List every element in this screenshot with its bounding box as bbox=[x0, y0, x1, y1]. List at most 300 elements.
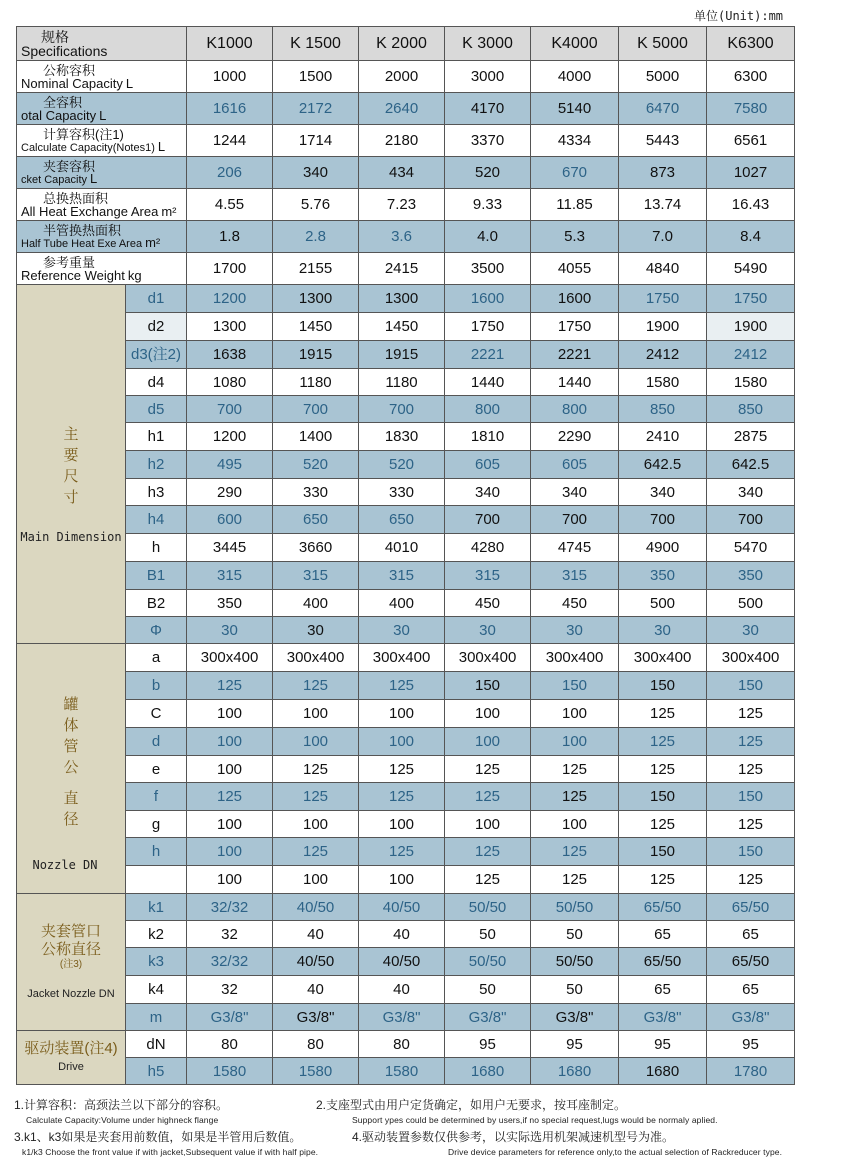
dimension-value: 100 bbox=[359, 700, 445, 728]
spec-label-cn: 夹套容积 bbox=[43, 158, 96, 174]
dimension-value: 340 bbox=[707, 479, 795, 506]
dimension-row bbox=[17, 644, 795, 672]
group-label-cn: 公称直径 bbox=[40, 940, 101, 958]
dimension-row bbox=[17, 756, 795, 783]
dimension-value: 700 bbox=[619, 506, 707, 534]
spec-value: 5140 bbox=[531, 93, 619, 125]
dimension-value: 520 bbox=[359, 451, 445, 479]
dimension-value: 100 bbox=[187, 866, 273, 894]
dimension-value: 300x400 bbox=[707, 644, 795, 672]
dimension-value: 340 bbox=[445, 479, 531, 506]
dimension-value: 1780 bbox=[707, 1058, 795, 1085]
group-label bbox=[17, 285, 126, 644]
dimension-row bbox=[17, 590, 795, 617]
dimension-value: 350 bbox=[619, 562, 707, 590]
dimension-value: 2221 bbox=[531, 341, 619, 369]
dimension-value: 1580 bbox=[707, 369, 795, 396]
dimension-row bbox=[17, 728, 795, 756]
spec-value: 4840 bbox=[619, 253, 707, 285]
dimension-value: 340 bbox=[619, 479, 707, 506]
dimension-value: 125 bbox=[619, 756, 707, 783]
dimension-value: 1600 bbox=[531, 285, 619, 313]
spec-value: 873 bbox=[619, 157, 707, 189]
dimension-value: 4745 bbox=[531, 534, 619, 562]
dimension-value: 100 bbox=[273, 811, 359, 838]
dimension-value: 95 bbox=[445, 1031, 531, 1058]
dimension-value: 4280 bbox=[445, 534, 531, 562]
spec-value: 8.4 bbox=[707, 221, 795, 253]
group-label bbox=[17, 894, 126, 1031]
dimension-value: 1680 bbox=[531, 1058, 619, 1085]
spec-label bbox=[17, 61, 187, 93]
dimension-value: 95 bbox=[531, 1031, 619, 1058]
dimension-value: 125 bbox=[273, 756, 359, 783]
spec-label-cn: 计算容积(注1) bbox=[43, 126, 124, 142]
spec-value: 5443 bbox=[619, 125, 707, 157]
dimension-value: 150 bbox=[619, 672, 707, 700]
dimension-value: 700 bbox=[707, 506, 795, 534]
spec-row bbox=[17, 125, 795, 157]
spec-value: 2640 bbox=[359, 93, 445, 125]
dimension-value: 1750 bbox=[445, 313, 531, 341]
dimension-row bbox=[17, 783, 795, 811]
spec-label-cn: 总换热面积 bbox=[43, 190, 109, 206]
dimension-value: 495 bbox=[187, 451, 273, 479]
dimension-value: 1680 bbox=[445, 1058, 531, 1085]
group-label-en: Nozzle DN bbox=[32, 858, 98, 872]
spec-value: 4170 bbox=[445, 93, 531, 125]
dimension-value: 600 bbox=[187, 506, 273, 534]
spec-label-en-text: All Heat Exchange Area bbox=[21, 203, 159, 219]
spec-table bbox=[16, 26, 795, 1085]
dimension-row bbox=[17, 838, 795, 866]
dimension-value: G3/8" bbox=[187, 1004, 273, 1031]
dimension-value: 125 bbox=[445, 838, 531, 866]
spec-value: 1500 bbox=[273, 61, 359, 93]
dimension-value: 40 bbox=[359, 921, 445, 948]
dimension-value: 300x400 bbox=[273, 644, 359, 672]
dimension-value: 125 bbox=[187, 672, 273, 700]
dimension-value: 150 bbox=[619, 783, 707, 811]
dimension-value: 150 bbox=[707, 672, 795, 700]
spec-value: 11.85 bbox=[531, 189, 619, 221]
dimension-value: 125 bbox=[619, 728, 707, 756]
dimension-value: G3/8" bbox=[707, 1004, 795, 1031]
spec-unit: L bbox=[90, 170, 98, 186]
dimension-value: 125 bbox=[359, 672, 445, 700]
model-header: K4000 bbox=[531, 27, 619, 61]
dimension-value: 125 bbox=[531, 756, 619, 783]
dimension-row bbox=[17, 1031, 795, 1058]
row-label: d3(注2) bbox=[126, 341, 187, 369]
spec-value: 5.76 bbox=[273, 189, 359, 221]
dimension-value: 642.5 bbox=[707, 451, 795, 479]
dimension-row bbox=[17, 451, 795, 479]
group-label-cn: 尺 bbox=[63, 467, 79, 485]
spec-value: 2180 bbox=[359, 125, 445, 157]
spec-value: 13.74 bbox=[619, 189, 707, 221]
row-label: h1 bbox=[126, 423, 187, 451]
dimension-value: 50 bbox=[445, 976, 531, 1004]
dimension-value: 1200 bbox=[187, 423, 273, 451]
row-label: C bbox=[126, 700, 187, 728]
dimension-value: 32/32 bbox=[187, 894, 273, 921]
dimension-value: 1200 bbox=[187, 285, 273, 313]
spec-row bbox=[17, 221, 795, 253]
spec-label-cn: 参考重量 bbox=[43, 254, 96, 270]
dimension-row bbox=[17, 562, 795, 590]
dimension-row bbox=[17, 479, 795, 506]
dimension-value: 50/50 bbox=[531, 948, 619, 976]
dimension-value: 65 bbox=[707, 921, 795, 948]
dimension-value: 330 bbox=[273, 479, 359, 506]
group-label-cn: 公 bbox=[63, 759, 79, 776]
spec-value: 2155 bbox=[273, 253, 359, 285]
dimension-row bbox=[17, 396, 795, 423]
model-header: K 5000 bbox=[619, 27, 707, 61]
row-label: k4 bbox=[126, 976, 187, 1004]
dimension-value: 125 bbox=[619, 811, 707, 838]
dimension-value: 850 bbox=[619, 396, 707, 423]
dimension-value: 125 bbox=[273, 672, 359, 700]
row-label: e bbox=[126, 756, 187, 783]
dimension-value: 1300 bbox=[273, 285, 359, 313]
dimension-value: 300x400 bbox=[359, 644, 445, 672]
dimension-value: 125 bbox=[619, 866, 707, 894]
dimension-value: 32 bbox=[187, 976, 273, 1004]
spec-label-en-text: Half Tube Heat Exe Area bbox=[21, 237, 143, 250]
dimension-value: 100 bbox=[359, 866, 445, 894]
dimension-value: 1450 bbox=[273, 313, 359, 341]
dimension-value: 40 bbox=[273, 976, 359, 1004]
dimension-value: 40 bbox=[273, 921, 359, 948]
row-label: m bbox=[126, 1004, 187, 1031]
dimension-value: 40/50 bbox=[359, 894, 445, 921]
row-label: k3 bbox=[126, 948, 187, 976]
spec-value: 7580 bbox=[707, 93, 795, 125]
group-label bbox=[17, 1031, 126, 1085]
dimension-row bbox=[17, 1058, 795, 1085]
dimension-value: 80 bbox=[359, 1031, 445, 1058]
header-spec-cell bbox=[17, 27, 187, 61]
dimension-value: 450 bbox=[531, 590, 619, 617]
dimension-value: 125 bbox=[619, 700, 707, 728]
spec-value: 1616 bbox=[187, 93, 273, 125]
spec-value: 2172 bbox=[273, 93, 359, 125]
model-header: K6300 bbox=[707, 27, 795, 61]
spec-row bbox=[17, 189, 795, 221]
spec-value: 1000 bbox=[187, 61, 273, 93]
spec-value: 4.55 bbox=[187, 189, 273, 221]
dimension-value: 95 bbox=[707, 1031, 795, 1058]
dimension-value: 2412 bbox=[619, 341, 707, 369]
spec-label bbox=[17, 93, 187, 125]
dimension-row bbox=[17, 369, 795, 396]
group-label bbox=[17, 644, 126, 894]
row-label: B1 bbox=[126, 562, 187, 590]
dimension-value: 350 bbox=[187, 590, 273, 617]
dimension-value: 65/50 bbox=[619, 948, 707, 976]
dimension-value: 40/50 bbox=[273, 948, 359, 976]
dimension-value: 1600 bbox=[445, 285, 531, 313]
dimension-value: 50/50 bbox=[531, 894, 619, 921]
dimension-value: 80 bbox=[187, 1031, 273, 1058]
dimension-value: 520 bbox=[273, 451, 359, 479]
dimension-value: 1440 bbox=[531, 369, 619, 396]
dimension-value: 125 bbox=[531, 838, 619, 866]
dimension-value: 125 bbox=[445, 756, 531, 783]
spec-value: 2000 bbox=[359, 61, 445, 93]
note-1 bbox=[14, 1096, 228, 1125]
dimension-value: 1580 bbox=[187, 1058, 273, 1085]
dimension-value: 1580 bbox=[359, 1058, 445, 1085]
spec-label-en-text: otal Capacity bbox=[21, 107, 97, 123]
dimension-value: 100 bbox=[187, 838, 273, 866]
dimension-value: G3/8" bbox=[445, 1004, 531, 1031]
dimension-value: 1915 bbox=[359, 341, 445, 369]
spec-label-en bbox=[21, 109, 186, 122]
dimension-value: 100 bbox=[445, 811, 531, 838]
dimension-value: 100 bbox=[273, 866, 359, 894]
spec-unit: m² bbox=[145, 234, 161, 250]
group-label-note: (注3) bbox=[59, 958, 83, 970]
dimension-value: G3/8" bbox=[531, 1004, 619, 1031]
row-label: h4 bbox=[126, 506, 187, 534]
dimension-value: 100 bbox=[531, 811, 619, 838]
spec-value: 5000 bbox=[619, 61, 707, 93]
dimension-value: 700 bbox=[273, 396, 359, 423]
dimension-value: 340 bbox=[531, 479, 619, 506]
dimension-value: 2410 bbox=[619, 423, 707, 451]
spec-value: 7.0 bbox=[619, 221, 707, 253]
model-header: K1000 bbox=[187, 27, 273, 61]
dimension-row bbox=[17, 341, 795, 369]
dimension-value: 95 bbox=[619, 1031, 707, 1058]
row-label: f bbox=[126, 783, 187, 811]
spec-value: 2.8 bbox=[273, 221, 359, 253]
dimension-row bbox=[17, 423, 795, 451]
spec-value: 1.8 bbox=[187, 221, 273, 253]
note-1-en: Calculate Capacity:Volume under highneck flange bbox=[26, 1115, 219, 1125]
dimension-value: 125 bbox=[359, 783, 445, 811]
spec-label-cn: 全容积 bbox=[43, 94, 83, 110]
dimension-row bbox=[17, 894, 795, 921]
header-row bbox=[17, 27, 795, 61]
spec-value: 1700 bbox=[187, 253, 273, 285]
dimension-value: 350 bbox=[707, 562, 795, 590]
dimension-value: 1750 bbox=[707, 285, 795, 313]
note-2 bbox=[316, 1096, 718, 1125]
spec-value: 3000 bbox=[445, 61, 531, 93]
row-label: d2 bbox=[126, 313, 187, 341]
dimension-value: 30 bbox=[619, 617, 707, 644]
spec-value: 4.0 bbox=[445, 221, 531, 253]
dimension-row bbox=[17, 976, 795, 1004]
dimension-row bbox=[17, 534, 795, 562]
unit-label: 单位(Unit):mm bbox=[694, 9, 784, 23]
dimension-value: 80 bbox=[273, 1031, 359, 1058]
dimension-value: 65 bbox=[707, 976, 795, 1004]
dimension-value: 1300 bbox=[359, 285, 445, 313]
dimension-value: 100 bbox=[187, 700, 273, 728]
dimension-value: 315 bbox=[531, 562, 619, 590]
spec-label-en-text: Calculate Capacity(Notes1) bbox=[21, 141, 155, 154]
header-spec-en: Specifications bbox=[21, 42, 108, 59]
dimension-value: 125 bbox=[531, 783, 619, 811]
note-1-cn: 1.计算容积：高颈法兰以下部分的容积。 bbox=[14, 1098, 229, 1112]
dimension-value: 30 bbox=[273, 617, 359, 644]
row-label: h bbox=[126, 838, 187, 866]
dimension-value: 605 bbox=[531, 451, 619, 479]
dimension-value: 605 bbox=[445, 451, 531, 479]
dimension-value: 500 bbox=[707, 590, 795, 617]
dimension-value: 65 bbox=[619, 921, 707, 948]
dimension-value: 125 bbox=[187, 783, 273, 811]
row-label: Φ bbox=[126, 617, 187, 644]
dimension-value: 100 bbox=[531, 700, 619, 728]
dimension-value: 1750 bbox=[531, 313, 619, 341]
dimension-value: 100 bbox=[359, 811, 445, 838]
dimension-value: 40/50 bbox=[273, 894, 359, 921]
note-2-en: Support ypes could be determined by users,if no special request,lugs would be normaly aplied. bbox=[352, 1115, 718, 1125]
dimension-value: 1580 bbox=[619, 369, 707, 396]
dimension-value: 3660 bbox=[273, 534, 359, 562]
spec-value: 1714 bbox=[273, 125, 359, 157]
dimension-value: 100 bbox=[273, 700, 359, 728]
dimension-value: 1300 bbox=[187, 313, 273, 341]
row-label: dN bbox=[126, 1031, 187, 1058]
spec-value: 3500 bbox=[445, 253, 531, 285]
dimension-value: 300x400 bbox=[619, 644, 707, 672]
dimension-value: 100 bbox=[187, 756, 273, 783]
row-label: d4 bbox=[126, 369, 187, 396]
dimension-value: 2221 bbox=[445, 341, 531, 369]
dimension-value: 400 bbox=[273, 590, 359, 617]
dimension-value: G3/8" bbox=[359, 1004, 445, 1031]
dimension-value: 1180 bbox=[359, 369, 445, 396]
spec-label bbox=[17, 157, 187, 189]
dimension-value: 125 bbox=[707, 811, 795, 838]
group-label-cn bbox=[17, 778, 125, 788]
spec-value: 3370 bbox=[445, 125, 531, 157]
dimension-row bbox=[17, 506, 795, 534]
dimension-value: 2412 bbox=[707, 341, 795, 369]
spec-unit: L bbox=[99, 107, 107, 123]
dimension-row bbox=[17, 313, 795, 341]
dimension-value: 700 bbox=[187, 396, 273, 423]
dimension-value: 125 bbox=[273, 838, 359, 866]
dimension-value: 32 bbox=[187, 921, 273, 948]
dimension-value: 125 bbox=[707, 866, 795, 894]
spec-unit: L bbox=[125, 75, 134, 91]
dimension-value: 150 bbox=[707, 838, 795, 866]
dimension-value: 30 bbox=[707, 617, 795, 644]
dimension-value: 1900 bbox=[707, 313, 795, 341]
dimension-value: 1638 bbox=[187, 341, 273, 369]
dimension-value: 50/50 bbox=[445, 894, 531, 921]
dimension-row bbox=[17, 811, 795, 838]
row-label: g bbox=[126, 811, 187, 838]
dimension-row bbox=[17, 617, 795, 644]
spec-value: 3.6 bbox=[359, 221, 445, 253]
row-label: k2 bbox=[126, 921, 187, 948]
spec-value: 6561 bbox=[707, 125, 795, 157]
dimension-value: 1450 bbox=[359, 313, 445, 341]
dimension-value: 125 bbox=[445, 783, 531, 811]
dimension-row bbox=[17, 672, 795, 700]
note-2-cn: 2.支座型式由用户定货确定，如用户无要求，按耳座制定。 bbox=[316, 1098, 627, 1112]
dimension-value: 700 bbox=[531, 506, 619, 534]
note-4-en: Drive device parameters for reference only,to the actual selection of Rackreducer type. bbox=[448, 1147, 783, 1157]
dimension-value: 100 bbox=[273, 728, 359, 756]
dimension-value: 65 bbox=[619, 976, 707, 1004]
spec-label bbox=[17, 221, 187, 253]
dimension-value: 30 bbox=[445, 617, 531, 644]
dimension-value: 400 bbox=[359, 590, 445, 617]
spec-label-en bbox=[21, 269, 186, 282]
dimension-value: 100 bbox=[359, 728, 445, 756]
dimension-value: 850 bbox=[707, 396, 795, 423]
group-label-en: Jacket Nozzle DN bbox=[27, 987, 115, 1000]
dimension-value: 65/50 bbox=[707, 894, 795, 921]
dimension-value: 1810 bbox=[445, 423, 531, 451]
spec-value: 4055 bbox=[531, 253, 619, 285]
group-label-cn: 夹套管口 bbox=[40, 922, 101, 940]
dimension-value: 100 bbox=[187, 811, 273, 838]
row-label: h3 bbox=[126, 479, 187, 506]
spec-value: 7.23 bbox=[359, 189, 445, 221]
dimension-row bbox=[17, 1004, 795, 1031]
spec-value: 4000 bbox=[531, 61, 619, 93]
dimension-value: 330 bbox=[359, 479, 445, 506]
dimension-value: 125 bbox=[707, 728, 795, 756]
dimension-value: 1080 bbox=[187, 369, 273, 396]
dimension-value: 32/32 bbox=[187, 948, 273, 976]
dimension-value: 1900 bbox=[619, 313, 707, 341]
dimension-value: 700 bbox=[445, 506, 531, 534]
spec-label bbox=[17, 253, 187, 285]
dimension-value: 30 bbox=[531, 617, 619, 644]
header-spec-cn: 规格 bbox=[41, 28, 69, 45]
spec-value: 206 bbox=[187, 157, 273, 189]
row-label: h5 bbox=[126, 1058, 187, 1085]
spec-label-en-text: Reference Weight bbox=[21, 267, 125, 283]
spec-unit: m² bbox=[161, 203, 177, 219]
dimension-value: 315 bbox=[359, 562, 445, 590]
dimension-value: 1680 bbox=[619, 1058, 707, 1085]
note-3-en: k1/k3 Choose the front value if with jacket,Subsequent value if with half pipe. bbox=[22, 1147, 319, 1157]
dimension-value: 315 bbox=[187, 562, 273, 590]
dimension-value: 1400 bbox=[273, 423, 359, 451]
dimension-value: 125 bbox=[273, 783, 359, 811]
dimension-value: 50 bbox=[531, 921, 619, 948]
spec-label bbox=[17, 189, 187, 221]
row-label: k1 bbox=[126, 894, 187, 921]
dimension-row bbox=[17, 921, 795, 948]
dimension-value: 642.5 bbox=[619, 451, 707, 479]
dimension-value: 125 bbox=[707, 756, 795, 783]
dimension-value: 450 bbox=[445, 590, 531, 617]
spec-value: 520 bbox=[445, 157, 531, 189]
dimension-value: 150 bbox=[707, 783, 795, 811]
dimension-value: 1830 bbox=[359, 423, 445, 451]
row-label: B2 bbox=[126, 590, 187, 617]
dimension-value: G3/8" bbox=[273, 1004, 359, 1031]
spec-label-en bbox=[21, 205, 186, 218]
row-label: h bbox=[126, 534, 187, 562]
dimension-value: 700 bbox=[359, 396, 445, 423]
dimension-value: 4010 bbox=[359, 534, 445, 562]
